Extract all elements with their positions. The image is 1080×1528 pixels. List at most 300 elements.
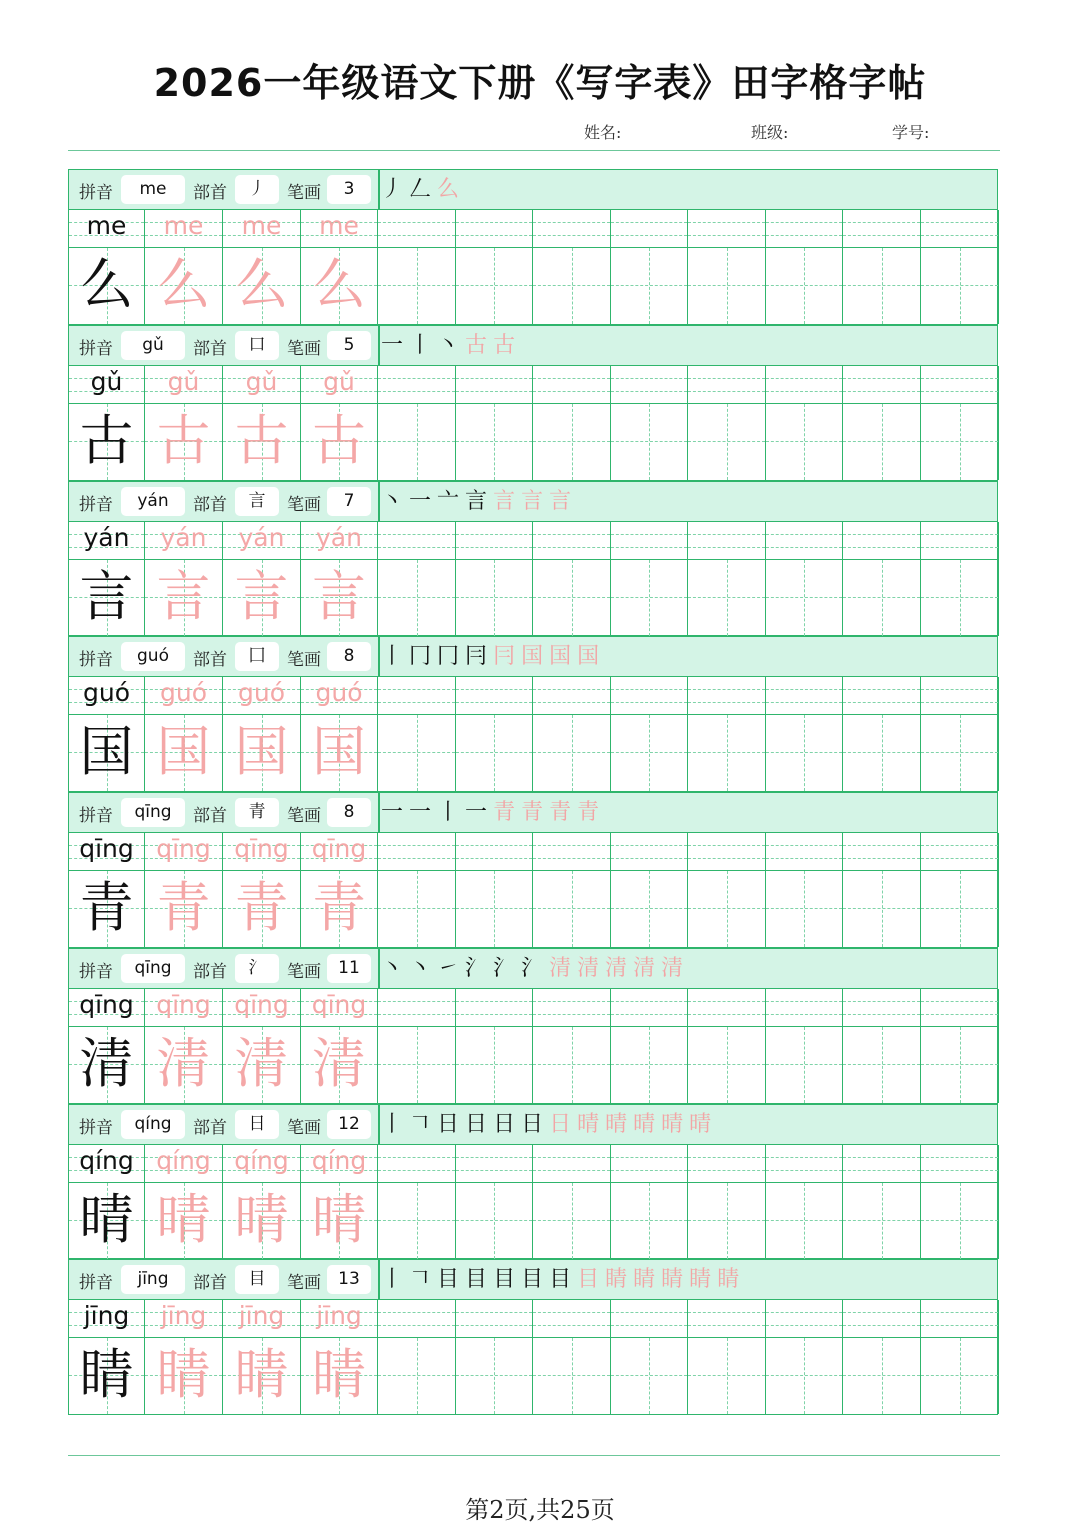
tianzige-cell[interactable]: [843, 871, 921, 947]
pinyin-cell[interactable]: [921, 1145, 999, 1183]
pinyin-cell[interactable]: [843, 366, 921, 404]
pinyin-text: gǔ: [245, 366, 278, 396]
character-text: 言: [234, 564, 289, 628]
stroke-count: 7: [327, 487, 371, 516]
tianzige-cell[interactable]: [766, 248, 843, 324]
pinyin-cell[interactable]: [688, 989, 766, 1027]
radical-value: 氵: [235, 954, 279, 983]
stroke-step: 冂: [437, 644, 460, 670]
pinyin-cell[interactable]: [301, 677, 378, 715]
stroke-order: [381, 949, 689, 988]
character-block: [68, 636, 998, 792]
pinyin-cell[interactable]: [69, 1145, 145, 1183]
tianzige-cell[interactable]: [688, 715, 766, 791]
tianzige-cell[interactable]: [378, 1027, 456, 1103]
pinyin-cell[interactable]: [378, 210, 456, 248]
pinyin-cell[interactable]: [611, 210, 688, 248]
stroke-step: 国: [549, 644, 572, 670]
pinyin-cell[interactable]: [223, 1145, 301, 1183]
pinyin-value: jīng: [121, 1265, 185, 1294]
tianzige-cell[interactable]: [69, 871, 145, 947]
tianzige-cell[interactable]: [145, 871, 223, 947]
tianzige-cell[interactable]: [301, 560, 378, 636]
character-text: 古: [312, 408, 366, 472]
character-info-row: [68, 169, 998, 210]
stroke-step: 𠃍: [409, 1267, 432, 1293]
tianzige-cell[interactable]: [688, 248, 766, 324]
pinyin-cell[interactable]: [69, 677, 145, 715]
character-meta: [69, 1105, 378, 1144]
tianzige-cell[interactable]: [223, 715, 301, 791]
pinyin-cell[interactable]: [378, 522, 456, 560]
stroke-step: 丨: [381, 1267, 404, 1293]
stroke-step: 么: [437, 177, 460, 202]
pinyin-cell[interactable]: [688, 522, 766, 560]
stroke-step: 国: [521, 644, 544, 670]
tianzige-cell[interactable]: [223, 1027, 301, 1103]
tianzige-cell[interactable]: [533, 1338, 611, 1414]
tianzige-cell[interactable]: [611, 1183, 688, 1259]
character-block: [68, 325, 998, 481]
pinyin-label: 拼音: [79, 806, 113, 826]
pinyin-text: qíng: [79, 1145, 134, 1175]
pinyin-cell[interactable]: [456, 989, 533, 1027]
character-meta: [69, 949, 378, 988]
pinyin-cell[interactable]: [921, 210, 999, 248]
pinyin-cell[interactable]: [611, 677, 688, 715]
pinyin-cell[interactable]: [301, 833, 378, 871]
character-text: 清: [79, 1031, 134, 1095]
pinyin-cell[interactable]: [69, 522, 145, 560]
pinyin-cell[interactable]: [766, 210, 843, 248]
practice-grid: [68, 1300, 998, 1415]
pinyin-cell[interactable]: [766, 833, 843, 871]
tianzige-cell[interactable]: [69, 1027, 145, 1103]
character-meta: [69, 482, 378, 521]
pinyin-text: me: [319, 211, 359, 240]
pinyin-cell[interactable]: [301, 366, 378, 404]
tianzige-cell[interactable]: [843, 404, 921, 480]
pinyin-cell[interactable]: [533, 366, 611, 404]
pinyin-cell[interactable]: [611, 1300, 688, 1338]
pinyin-text: jīng: [83, 1301, 130, 1331]
tianzige-cell[interactable]: [533, 248, 611, 324]
tianzige-cell[interactable]: [223, 248, 301, 324]
radical-label: 部首: [193, 806, 227, 826]
pinyin-text: jīng: [316, 1301, 362, 1331]
stroke-step: 目: [437, 1267, 460, 1293]
stroke-step: 晴: [577, 1111, 600, 1137]
practice-grid: [68, 522, 998, 637]
character-text: 么: [234, 253, 289, 316]
tianzige-cell[interactable]: [145, 248, 223, 324]
tianzige-cell[interactable]: [69, 404, 145, 480]
tianzige-cell[interactable]: [301, 715, 378, 791]
pinyin-cell[interactable]: [688, 1145, 766, 1183]
character-text: 睛: [79, 1343, 134, 1407]
pinyin-cell[interactable]: [766, 522, 843, 560]
pinyin-cell[interactable]: [921, 522, 999, 560]
pinyin-cell[interactable]: [223, 989, 301, 1027]
tianzige-cell[interactable]: [611, 715, 688, 791]
pinyin-cell[interactable]: [688, 1300, 766, 1338]
character-block: [68, 948, 998, 1104]
pinyin-cell[interactable]: [301, 522, 378, 560]
pinyin-cell[interactable]: [456, 1145, 533, 1183]
tianzige-cell[interactable]: [921, 1027, 999, 1103]
pinyin-cell[interactable]: [456, 677, 533, 715]
character-block: [68, 792, 998, 948]
pinyin-text: qīng: [234, 834, 289, 863]
radical-label: 部首: [193, 1273, 227, 1294]
stroke-step: 𠃍: [409, 1111, 432, 1137]
tianzige-cell[interactable]: [378, 871, 456, 947]
stroke-step: 言: [465, 488, 488, 514]
pinyin-cell[interactable]: [921, 366, 999, 404]
tianzige-cell[interactable]: [533, 871, 611, 947]
pinyin-cell[interactable]: [533, 989, 611, 1027]
tianzige-cell[interactable]: [533, 560, 611, 636]
tianzige-cell[interactable]: [145, 1338, 223, 1414]
character-text: 清: [156, 1031, 211, 1095]
pinyin-cell[interactable]: [145, 1300, 223, 1338]
pinyin-text: jīng: [238, 1301, 285, 1331]
pinyin-cell[interactable]: [69, 989, 145, 1027]
stroke-count: 3: [327, 175, 371, 204]
pinyin-cell[interactable]: [145, 1145, 223, 1183]
pinyin-cell[interactable]: [921, 677, 999, 715]
tianzige-cell[interactable]: [301, 248, 378, 324]
practice-grid: [68, 989, 998, 1104]
stroke-step: 日: [549, 1111, 572, 1137]
tianzige-cell[interactable]: [921, 1338, 999, 1414]
tianzige-cell[interactable]: [456, 715, 533, 791]
pinyin-cell[interactable]: [688, 833, 766, 871]
tianzige-cell[interactable]: [611, 871, 688, 947]
tianzige-cell[interactable]: [688, 1183, 766, 1259]
stroke-label: 笔画: [287, 1117, 321, 1138]
tianzige-cell[interactable]: [378, 404, 456, 480]
tianzige-cell[interactable]: [378, 715, 456, 791]
pinyin-label: 拼音: [79, 338, 113, 359]
pinyin-cell[interactable]: [145, 522, 223, 560]
tianzige-cell[interactable]: [533, 715, 611, 791]
stroke-step: 丶: [381, 488, 404, 514]
stroke-step: 一: [465, 800, 488, 825]
character-text: 晴: [312, 1187, 366, 1251]
tianzige-cell[interactable]: [688, 871, 766, 947]
tianzige-cell[interactable]: [766, 1338, 843, 1414]
tianzige-cell[interactable]: [533, 1183, 611, 1259]
tianzige-cell[interactable]: [456, 871, 533, 947]
stroke-label: 笔画: [287, 338, 321, 359]
tianzige-cell[interactable]: [69, 715, 145, 791]
stroke-step: 古: [465, 332, 488, 358]
pinyin-cell[interactable]: [533, 1300, 611, 1338]
character-text: 青: [79, 876, 134, 939]
tianzige-cell[interactable]: [766, 404, 843, 480]
stroke-step: 氵: [521, 955, 544, 981]
tianzige-cell[interactable]: [843, 715, 921, 791]
tianzige-cell[interactable]: [611, 404, 688, 480]
pinyin-cell[interactable]: [611, 989, 688, 1027]
pinyin-cell[interactable]: [456, 366, 533, 404]
tianzige-cell[interactable]: [688, 404, 766, 480]
tianzige-cell[interactable]: [611, 248, 688, 324]
tianzige-cell[interactable]: [611, 560, 688, 636]
pinyin-text: qīng: [311, 834, 367, 863]
pinyin-cell[interactable]: [766, 989, 843, 1027]
tianzige-cell[interactable]: [611, 1338, 688, 1414]
tianzige-cell[interactable]: [456, 248, 533, 324]
pinyin-cell[interactable]: [301, 1145, 378, 1183]
tianzige-cell[interactable]: [921, 248, 999, 324]
stroke-step: 𠃋: [409, 177, 432, 202]
radical-value: 囗: [235, 642, 279, 671]
tianzige-cell[interactable]: [69, 1338, 145, 1414]
stroke-count: 12: [327, 1110, 371, 1139]
pinyin-cell[interactable]: [223, 522, 301, 560]
pinyin-value: guó: [121, 642, 185, 671]
stroke-label: 笔画: [287, 806, 321, 826]
pinyin-cell[interactable]: [69, 833, 145, 871]
pinyin-cell[interactable]: [611, 522, 688, 560]
tianzige-cell[interactable]: [223, 871, 301, 947]
pinyin-cell[interactable]: [223, 366, 301, 404]
pinyin-text: qíng: [156, 1145, 211, 1175]
pinyin-cell[interactable]: [301, 989, 378, 1027]
character-text: 国: [312, 720, 366, 784]
pinyin-cell[interactable]: [921, 1300, 999, 1338]
pinyin-cell[interactable]: [843, 522, 921, 560]
tianzige-cell[interactable]: [301, 1183, 378, 1259]
tianzige-cell[interactable]: [921, 404, 999, 480]
pinyin-cell[interactable]: [378, 366, 456, 404]
radical-label: 部首: [193, 961, 227, 982]
tianzige-cell[interactable]: [69, 1183, 145, 1259]
practice-grid: [68, 833, 998, 948]
tianzige-cell[interactable]: [223, 404, 301, 480]
pinyin-value: me: [121, 175, 185, 204]
tianzige-cell[interactable]: [921, 871, 999, 947]
pinyin-cell[interactable]: [69, 1300, 145, 1338]
pinyin-text: yán: [160, 522, 207, 552]
tianzige-cell[interactable]: [533, 404, 611, 480]
pinyin-cell[interactable]: [611, 366, 688, 404]
stroke-step: 晴: [633, 1111, 656, 1137]
tianzige-cell[interactable]: [145, 1183, 223, 1259]
info-divider: [378, 1105, 380, 1144]
stroke-step: 丶: [409, 955, 432, 981]
pinyin-cell[interactable]: [378, 833, 456, 871]
pinyin-cell[interactable]: [766, 677, 843, 715]
pinyin-cell[interactable]: [378, 1300, 456, 1338]
pinyin-cell[interactable]: [456, 833, 533, 871]
practice-grid: [68, 210, 998, 325]
stroke-step: 氵: [493, 955, 516, 981]
pinyin-cell[interactable]: [921, 989, 999, 1027]
stroke-step: 睛: [689, 1267, 712, 1293]
tianzige-cell[interactable]: [378, 1338, 456, 1414]
tianzige-cell[interactable]: [456, 1027, 533, 1103]
tianzige-cell[interactable]: [766, 1027, 843, 1103]
pinyin-text: guó: [82, 678, 130, 708]
stroke-step: 冃: [465, 644, 488, 670]
tianzige-cell[interactable]: [69, 248, 145, 324]
pinyin-cell[interactable]: [456, 522, 533, 560]
pinyin-text: qīng: [156, 989, 211, 1019]
tianzige-cell[interactable]: [69, 560, 145, 636]
tianzige-cell[interactable]: [688, 1338, 766, 1414]
character-text: 青: [156, 876, 211, 939]
pinyin-cell[interactable]: [69, 210, 145, 248]
pinyin-cell[interactable]: [766, 1145, 843, 1183]
radical-label: 部首: [193, 338, 227, 359]
pinyin-cell[interactable]: [223, 833, 301, 871]
tianzige-cell[interactable]: [378, 560, 456, 636]
tianzige-cell[interactable]: [843, 1183, 921, 1259]
pinyin-cell[interactable]: [921, 833, 999, 871]
pinyin-cell[interactable]: [688, 677, 766, 715]
tianzige-cell[interactable]: [766, 715, 843, 791]
page-title: 2026一年级语文下册《写字表》田字格字帖: [153, 61, 927, 105]
stroke-step: 一: [409, 488, 432, 514]
pinyin-cell[interactable]: [145, 833, 223, 871]
pinyin-cell[interactable]: [611, 1145, 688, 1183]
character-info-row: [68, 792, 998, 833]
character-block: [68, 1259, 998, 1415]
stroke-step: 青: [549, 800, 572, 825]
pinyin-value: yán: [121, 487, 185, 516]
pinyin-cell[interactable]: [456, 1300, 533, 1338]
tianzige-cell[interactable]: [766, 560, 843, 636]
pinyin-cell[interactable]: [766, 366, 843, 404]
practice-grid: [68, 677, 998, 792]
pinyin-cell[interactable]: [843, 1300, 921, 1338]
tianzige-cell[interactable]: [456, 1183, 533, 1259]
tianzige-cell[interactable]: [843, 248, 921, 324]
stroke-step: 一: [381, 332, 404, 358]
stroke-step: 晴: [661, 1111, 684, 1137]
pinyin-cell[interactable]: [533, 210, 611, 248]
tianzige-cell[interactable]: [301, 404, 378, 480]
tianzige-cell[interactable]: [843, 1027, 921, 1103]
info-divider: [378, 170, 380, 209]
tianzige-cell[interactable]: [223, 560, 301, 636]
pinyin-cell[interactable]: [301, 210, 378, 248]
pinyin-cell[interactable]: [843, 1145, 921, 1183]
pinyin-cell[interactable]: [843, 989, 921, 1027]
stroke-count: 8: [327, 642, 371, 671]
tianzige-cell[interactable]: [301, 1338, 378, 1414]
pinyin-cell[interactable]: [145, 989, 223, 1027]
pinyin-cell[interactable]: [688, 366, 766, 404]
tianzige-cell[interactable]: [223, 1183, 301, 1259]
tianzige-cell[interactable]: [766, 1183, 843, 1259]
pinyin-cell[interactable]: [301, 1300, 378, 1338]
tianzige-cell[interactable]: [301, 871, 378, 947]
pinyin-cell[interactable]: [378, 677, 456, 715]
tianzige-cell[interactable]: [301, 1027, 378, 1103]
pinyin-cell[interactable]: [611, 833, 688, 871]
stroke-step: 目: [465, 1267, 488, 1293]
tianzige-cell[interactable]: [766, 871, 843, 947]
pinyin-cell[interactable]: [533, 833, 611, 871]
stroke-label: 笔画: [287, 183, 321, 203]
tianzige-cell[interactable]: [378, 248, 456, 324]
stroke-count: 13: [327, 1265, 371, 1294]
tianzige-cell[interactable]: [533, 1027, 611, 1103]
character-text: 晴: [79, 1187, 134, 1251]
pinyin-cell[interactable]: [533, 677, 611, 715]
tianzige-cell[interactable]: [921, 1183, 999, 1259]
pinyin-cell[interactable]: [69, 366, 145, 404]
tianzige-cell[interactable]: [145, 1027, 223, 1103]
pinyin-cell[interactable]: [456, 210, 533, 248]
radical-label: 部首: [193, 494, 227, 515]
tianzige-cell[interactable]: [378, 1183, 456, 1259]
tianzige-cell[interactable]: [456, 404, 533, 480]
tianzige-cell[interactable]: [223, 1338, 301, 1414]
tianzige-cell[interactable]: [843, 560, 921, 636]
tianzige-cell[interactable]: [456, 560, 533, 636]
stroke-label: 笔画: [287, 650, 321, 671]
pinyin-cell[interactable]: [223, 210, 301, 248]
radical-value: 口: [235, 331, 279, 360]
pinyin-cell[interactable]: [223, 677, 301, 715]
pinyin-cell[interactable]: [378, 989, 456, 1027]
character-info-row: [68, 325, 998, 366]
stroke-step: 一: [409, 800, 432, 825]
pinyin-cell[interactable]: [145, 677, 223, 715]
stroke-order: [381, 637, 605, 676]
pinyin-label: 拼音: [79, 650, 113, 671]
stroke-order: [381, 482, 577, 521]
stroke-step: 言: [521, 488, 544, 514]
tianzige-cell[interactable]: [456, 1338, 533, 1414]
info-divider: [378, 326, 380, 365]
stroke-step: 目: [521, 1267, 544, 1293]
pinyin-cell[interactable]: [533, 522, 611, 560]
pinyin-cell[interactable]: [843, 833, 921, 871]
tianzige-cell[interactable]: [921, 560, 999, 636]
pinyin-cell[interactable]: [766, 1300, 843, 1338]
pinyin-cell[interactable]: [533, 1145, 611, 1183]
tianzige-cell[interactable]: [145, 404, 223, 480]
pinyin-cell[interactable]: [145, 366, 223, 404]
pinyin-cell[interactable]: [223, 1300, 301, 1338]
pinyin-cell[interactable]: [843, 677, 921, 715]
tianzige-cell[interactable]: [688, 560, 766, 636]
tianzige-cell[interactable]: [688, 1027, 766, 1103]
character-meta: [69, 1260, 378, 1299]
pinyin-cell[interactable]: [843, 210, 921, 248]
stroke-step: 亠: [437, 488, 460, 514]
tianzige-cell[interactable]: [843, 1338, 921, 1414]
character-meta: [69, 170, 378, 209]
pinyin-cell[interactable]: [145, 210, 223, 248]
radical-value: 青: [235, 798, 279, 827]
tianzige-cell[interactable]: [611, 1027, 688, 1103]
stroke-step: 丨: [381, 644, 404, 670]
pinyin-cell[interactable]: [688, 210, 766, 248]
pinyin-cell[interactable]: [378, 1145, 456, 1183]
stroke-step: 睛: [661, 1267, 684, 1293]
tianzige-cell[interactable]: [145, 715, 223, 791]
character-text: 古: [234, 408, 289, 472]
tianzige-cell[interactable]: [921, 715, 999, 791]
tianzige-cell[interactable]: [145, 560, 223, 636]
